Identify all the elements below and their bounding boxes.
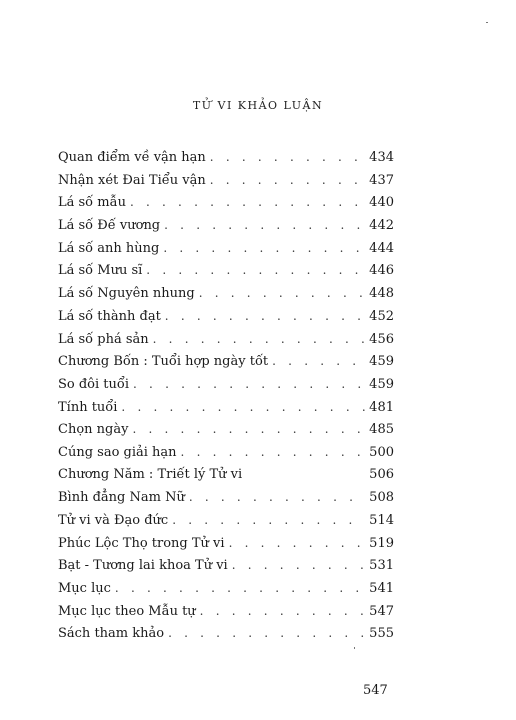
toc-dot-leader — [189, 486, 365, 509]
toc-dot-leader — [130, 191, 365, 214]
toc-entry — [58, 486, 394, 509]
toc-entry-title: Sách tham khảo — [58, 626, 165, 642]
toc-entry — [58, 282, 394, 305]
toc-entry-page: 459 — [369, 376, 394, 392]
toc-dot-leader — [165, 305, 365, 328]
toc-entry-page: 442 — [369, 218, 394, 234]
toc-dot-leader — [232, 554, 365, 577]
toc-dot-leader — [132, 418, 365, 441]
toc-dot-leader — [181, 441, 365, 464]
toc-entry — [58, 554, 394, 577]
scan-speck — [486, 22, 488, 23]
toc-entry-page: 506 — [369, 466, 394, 482]
toc-dot-leader — [115, 577, 365, 600]
toc-entry — [58, 328, 394, 351]
toc-entry-title: Lá số thành đạt — [58, 308, 161, 324]
toc-entry-page: 555 — [369, 626, 394, 642]
toc-entry — [58, 146, 394, 169]
toc-entry-title: Phúc Lộc Thọ trong Tử vi — [58, 535, 225, 551]
toc-entry-title: Cúng sao giải hạn — [58, 444, 177, 460]
toc-entry-page: 508 — [369, 490, 394, 506]
toc-entry-title: Lá số phá sản — [58, 331, 149, 347]
toc-entry-page: 519 — [369, 535, 394, 551]
toc-entry-title: Tính tuổi — [58, 399, 118, 415]
toc-dot-leader — [200, 600, 365, 623]
toc-entry — [58, 441, 394, 464]
toc-dot-leader — [199, 282, 365, 305]
toc-entry-title: Nhận xét Đai Tiểu vận — [58, 172, 206, 188]
toc-entry — [58, 305, 394, 328]
toc-dot-leader — [153, 328, 365, 351]
toc-entry — [58, 191, 394, 214]
toc-entry-title: Chương Bốn : Tuổi hợp ngày tốt — [58, 354, 269, 370]
toc-entry-title: Quan điểm về vận hạn — [58, 150, 206, 165]
toc-entry — [58, 350, 394, 373]
toc-entry-title: Lá số Đế vương — [58, 218, 161, 234]
toc-entry-title: Bình đẳng Nam Nữ — [58, 490, 185, 506]
scan-speck — [354, 647, 355, 649]
page-number: 547 — [363, 683, 388, 698]
toc-entry-title: Lá số anh hùng — [58, 240, 160, 256]
toc-entry-page: 500 — [369, 444, 394, 460]
toc-entry-page: 448 — [369, 286, 394, 302]
toc-entry — [58, 169, 394, 192]
toc-entry-page: 547 — [369, 603, 394, 619]
toc-entry-title: Mục lục — [58, 581, 111, 597]
toc-entry-page: 531 — [369, 558, 394, 574]
toc-entry-page: 456 — [369, 331, 394, 347]
toc-dot-leader — [229, 532, 365, 555]
toc-entry-page: 481 — [369, 399, 394, 415]
toc-entry-title: Chương Năm : Triết lý Tử vi — [58, 466, 243, 482]
toc-entry-page: 440 — [369, 195, 394, 211]
toc-entry-page: 459 — [369, 354, 394, 370]
toc-dot-leader — [121, 396, 365, 419]
toc-entry-page: 541 — [369, 581, 394, 597]
toc-entry — [58, 532, 394, 555]
table-of-contents — [58, 146, 394, 645]
toc-entry — [58, 418, 394, 441]
toc-entry-title: Lá số Mưu sĩ — [58, 263, 143, 279]
toc-dot-leader — [146, 259, 365, 282]
toc-dot-leader — [164, 214, 365, 237]
toc-entry-title: Mục lục theo Mẫu tự — [58, 603, 196, 619]
toc-dot-leader — [168, 622, 365, 645]
toc-entry-title: Lá số mẫu — [58, 195, 126, 211]
toc-entry-page: 452 — [369, 308, 394, 324]
toc-entry-title: Tử vi và Đạo đức — [58, 513, 169, 528]
toc-dot-leader — [133, 373, 365, 396]
toc-entry-title: Bạt - Tương lai khoa Tử vi — [58, 558, 228, 574]
toc-entry-page: 434 — [369, 150, 394, 165]
toc-dot-leader — [210, 146, 365, 169]
toc-dot-leader — [210, 169, 365, 192]
toc-entry — [58, 464, 394, 487]
toc-dot-leader — [163, 237, 365, 260]
toc-entry-page: 485 — [369, 422, 394, 438]
toc-entry — [58, 259, 394, 282]
toc-entry — [58, 509, 394, 532]
toc-entry — [58, 237, 394, 260]
toc-entry-title: Lá số Nguyên nhung — [58, 286, 195, 302]
toc-entry — [58, 373, 394, 396]
toc-entry-page: 444 — [369, 240, 394, 256]
toc-entry — [58, 577, 394, 600]
toc-entry — [58, 396, 394, 419]
toc-entry — [58, 600, 394, 623]
toc-entry-page: 514 — [369, 513, 394, 528]
running-header: TỬ VI KHẢO LUẬN — [192, 99, 324, 112]
toc-entry-page: 437 — [369, 172, 394, 188]
toc-entry-title: So đôi tuổi — [58, 376, 130, 392]
toc-dot-leader — [272, 350, 365, 373]
toc-entry-title: Chọn ngày — [58, 422, 129, 438]
toc-entry — [58, 622, 394, 645]
toc-dot-leader — [172, 509, 365, 532]
toc-entry — [58, 214, 394, 237]
toc-entry-page: 446 — [369, 263, 394, 279]
